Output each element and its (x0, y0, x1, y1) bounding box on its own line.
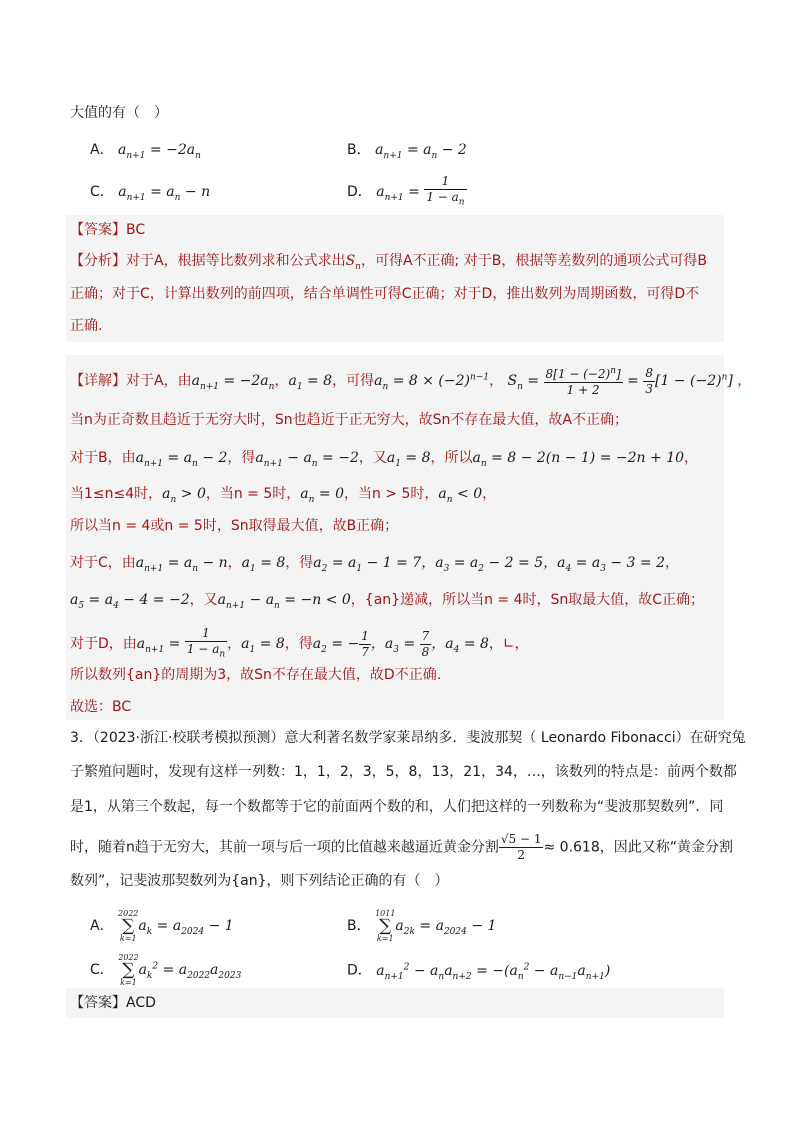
option-b-formula: $a_{n+1} = a_n - 2$ (375, 142, 467, 161)
choose-line: 故选：BC (70, 699, 132, 715)
detail-6a: 对于C，由 (70, 555, 136, 571)
option-b-label: B． (347, 142, 371, 158)
detail-line-9: 所以数列{an}的周期为3，故Sn不存在最大值，故D不正确. (70, 667, 442, 683)
option-b (347, 140, 467, 166)
q3-option-d-label: D． (347, 962, 372, 979)
detail-3b: ，得 (227, 450, 256, 466)
detail-8b: ， (227, 636, 242, 653)
q3-option-d-formula: $a_{n+1}^2 - a_na_{n+2} = -(a_n^2 - a_{n-1}a_{n+1})$ (376, 962, 611, 982)
analysis-shade (66, 215, 724, 342)
detail-8a: 对于D，由 (70, 636, 137, 653)
detail-label: 【详解】 (70, 373, 126, 389)
detail-6c: ，得 (285, 555, 314, 571)
detail-line-1: 【详解】对于A，由$a_{n+1} = -2a_n$，$a_1 = 8$，可得$a_n = 8 \times (-2)^{n-1}$， $S_n$ = $\frac{8[1 - (-2)^n]}{1 + 2}$ = $\frac{8}{3}$ $[1 - (-2)^n]$ ， (70, 365, 752, 397)
q3-option-c-formula: 2022 ∑ k=1 $a_k^2 = a_{2022}a_{2023}$ (118, 953, 242, 987)
detail-line-6 (70, 553, 679, 579)
detail-4b: ，当n = 5时， (205, 486, 301, 502)
golden-ratio-fraction: $\frac{√5 - 1}{2}$ (500, 832, 542, 862)
detail-7b: ，{an}递减，所以当n = 4时，Sn取最大值，故C正确； (350, 592, 705, 608)
q3-option-a-formula: 2022 ∑ k=1 $a_k = a_{2024} - 1$ (118, 909, 234, 943)
detail-line-4: 当1≤n≤4时，$a_n > 0$，当n = 5时，$a_n = 0$，当n > 5时，$a_n < 0$， (70, 486, 497, 505)
formula-c-recurrence: $a_{n+1} = a_n - n$ (135, 555, 228, 574)
detail-3c: ，又 (358, 450, 387, 466)
detail-line-2: 当n为正奇数且趋近于无穷大时，Sn也趋近于正无穷大，故Sn不存在最大值，故A不正确； (70, 412, 628, 428)
q3-line-1: 3．（2023·浙江·校联考模拟预测）意大利著名数学家莱昂纳多．斐波那契（ Leonardo Fibonacci）在研究兔 (70, 730, 746, 746)
q3-option-c (90, 953, 241, 987)
formula-sn-sum: $S_n$ = $\frac{8[1 - (-2)^n]}{1 + 2}$ = $\frac{8}{3}$ $[1 - (-2)^n]$ (507, 365, 733, 397)
detail-4a: 当1≤n≤4时， (70, 486, 163, 502)
q3-option-b-label: B． (347, 918, 371, 934)
q3-option-b-formula: 1011 ∑ k=1 $a_{2k} = a_{2024} - 1$ (375, 909, 497, 943)
question-stem: 大值的有（ ） (70, 105, 168, 121)
detail-8c: ，得 (284, 636, 313, 653)
q3-line-2: 子繁殖问题时，发现有这样一列数：1，1，2，3，5，8，13，21，34，…，该数列的特点是：前两个数都 (70, 764, 737, 780)
q3-line-5: 数列”，记斐波那契数列为{an}，则下列结论正确的有（ ） (70, 873, 449, 889)
option-d-formula: $a_{n+1}$ = $\frac{1}{1 - a_n}$ (376, 174, 465, 208)
formula-d-recurrence: $a_{n+1}$ = $\frac{1}{1 - a_n}$ (136, 626, 226, 660)
detail-1d: ， (489, 373, 504, 389)
formula-c-a5: $a_5 = a_4 - 4 = -2$ (70, 592, 190, 611)
option-c-formula: $a_{n+1} = a_n - n$ (118, 184, 211, 203)
q3-option-c-label: C． (90, 962, 114, 978)
q3-line-3: 是1，从第三个数起，每一个数都等于它的前面两个数的和，人们把这样的一列数称为“斐波那契数列”．同 (70, 799, 724, 815)
detail-4c: ，当n > 5时， (343, 486, 439, 502)
detail-7a: ，又 (189, 592, 218, 608)
formula-c-diff: $a_{n+1} - a_n = -n < 0$ (217, 592, 351, 611)
formula-d-terms: $a_2$ = − $\frac{1}{7}$ ，$a_3$ = $\frac{7}{8}$ ，$a_4 = 8$ (312, 628, 489, 659)
formula-b-diff: $a_{n+1} - a_n = -2$ (255, 450, 359, 469)
formula-a1: $a_1 = 8$ (288, 373, 333, 392)
analysis-line-2: 正确；对于C，计算出数列的前四项，结合单调性可得C正确；对于D，推出数列为周期函数，可得D不 (70, 286, 700, 302)
detail-3e: ， (684, 450, 699, 466)
detail-line-3 (70, 448, 698, 474)
option-c (90, 182, 210, 208)
q3-option-a (90, 909, 234, 943)
analysis-text-1a: 对于A，根据等比数列求和公式求出 (126, 253, 346, 269)
answer-label: 【答案】BC (70, 222, 146, 238)
q3-option-d (347, 957, 610, 986)
option-a-formula: $a_{n+1} = -2a_n$ (118, 142, 201, 161)
detail-line-7 (70, 590, 704, 616)
detail-3a: 对于B，由 (70, 450, 136, 466)
detail-1a: 对于A，由 (126, 373, 192, 389)
formula-b-recurrence: $a_{n+1} = a_n - 2$ (135, 450, 228, 469)
formula-b-a1: $a_1 = 8$ (386, 450, 431, 469)
formula-c-terms: $a_2 = a_1 - 1 = 7$，$a_3 = a_2 - 2 = 5$，$a_4 = a_3 - 3 = 2$ (313, 555, 666, 574)
option-a-label: A． (90, 142, 114, 158)
option-c-label: C． (90, 184, 114, 200)
q3-option-b (347, 909, 496, 943)
q3-line-4 (70, 832, 733, 863)
formula-an-neg: $a_n < 0$ (438, 486, 483, 505)
answer3-shade (66, 988, 724, 1018)
q3-option-a-label: A． (90, 918, 114, 934)
answer3-label: 【答案】ACD (70, 995, 156, 1011)
formula-d-a1: $a_1 = 8$ (241, 636, 285, 655)
formula-c-a1: $a_1 = 8$ (241, 555, 286, 574)
formula-recurrence-a: $a_{n+1} = -2a_n$ (191, 373, 275, 392)
detail-6b: ， (227, 555, 242, 571)
detail-8d: ，∟， (488, 636, 529, 653)
analysis-line-3: 正确. (70, 318, 103, 334)
option-d-label: D． (347, 184, 372, 201)
formula-b-an: $a_n = 8 - 2(n - 1) = -2n + 10$ (472, 450, 685, 469)
detail-1c: ，可得 (332, 373, 375, 389)
q3-line-4a: 时，随着n趋于无穷大，其前一项与后一项的比值越来越逼近黄金分割 (70, 839, 499, 856)
formula-an-geometric: $a_n = 8 \times (-2)^{n-1}$ (374, 372, 490, 392)
sn-symbol: $S_n$ (345, 253, 361, 272)
detail-1b: ， (274, 373, 289, 389)
detail-6d: ， (665, 555, 680, 571)
formula-an-pos: $a_n > 0$ (162, 486, 206, 505)
analysis-label: 【分析】 (70, 253, 126, 269)
detail-line-8 (70, 626, 529, 662)
analysis-text-1b: ，可得A不正确; 对于B，根据等差数列的通项公式可得B (360, 253, 707, 269)
analysis-line-1 (70, 251, 707, 277)
detail-3d: ，所以 (430, 450, 473, 466)
option-a (90, 140, 201, 166)
q3-line-4b: ≈ 0.618，因此又称“黄金分割 (543, 839, 733, 856)
option-d (347, 174, 467, 210)
detail-line-5: 所以当n = 4或n = 5时，Sn取得最大值，故B正确； (70, 518, 399, 534)
formula-an-zero: $a_n = 0$ (300, 486, 344, 505)
